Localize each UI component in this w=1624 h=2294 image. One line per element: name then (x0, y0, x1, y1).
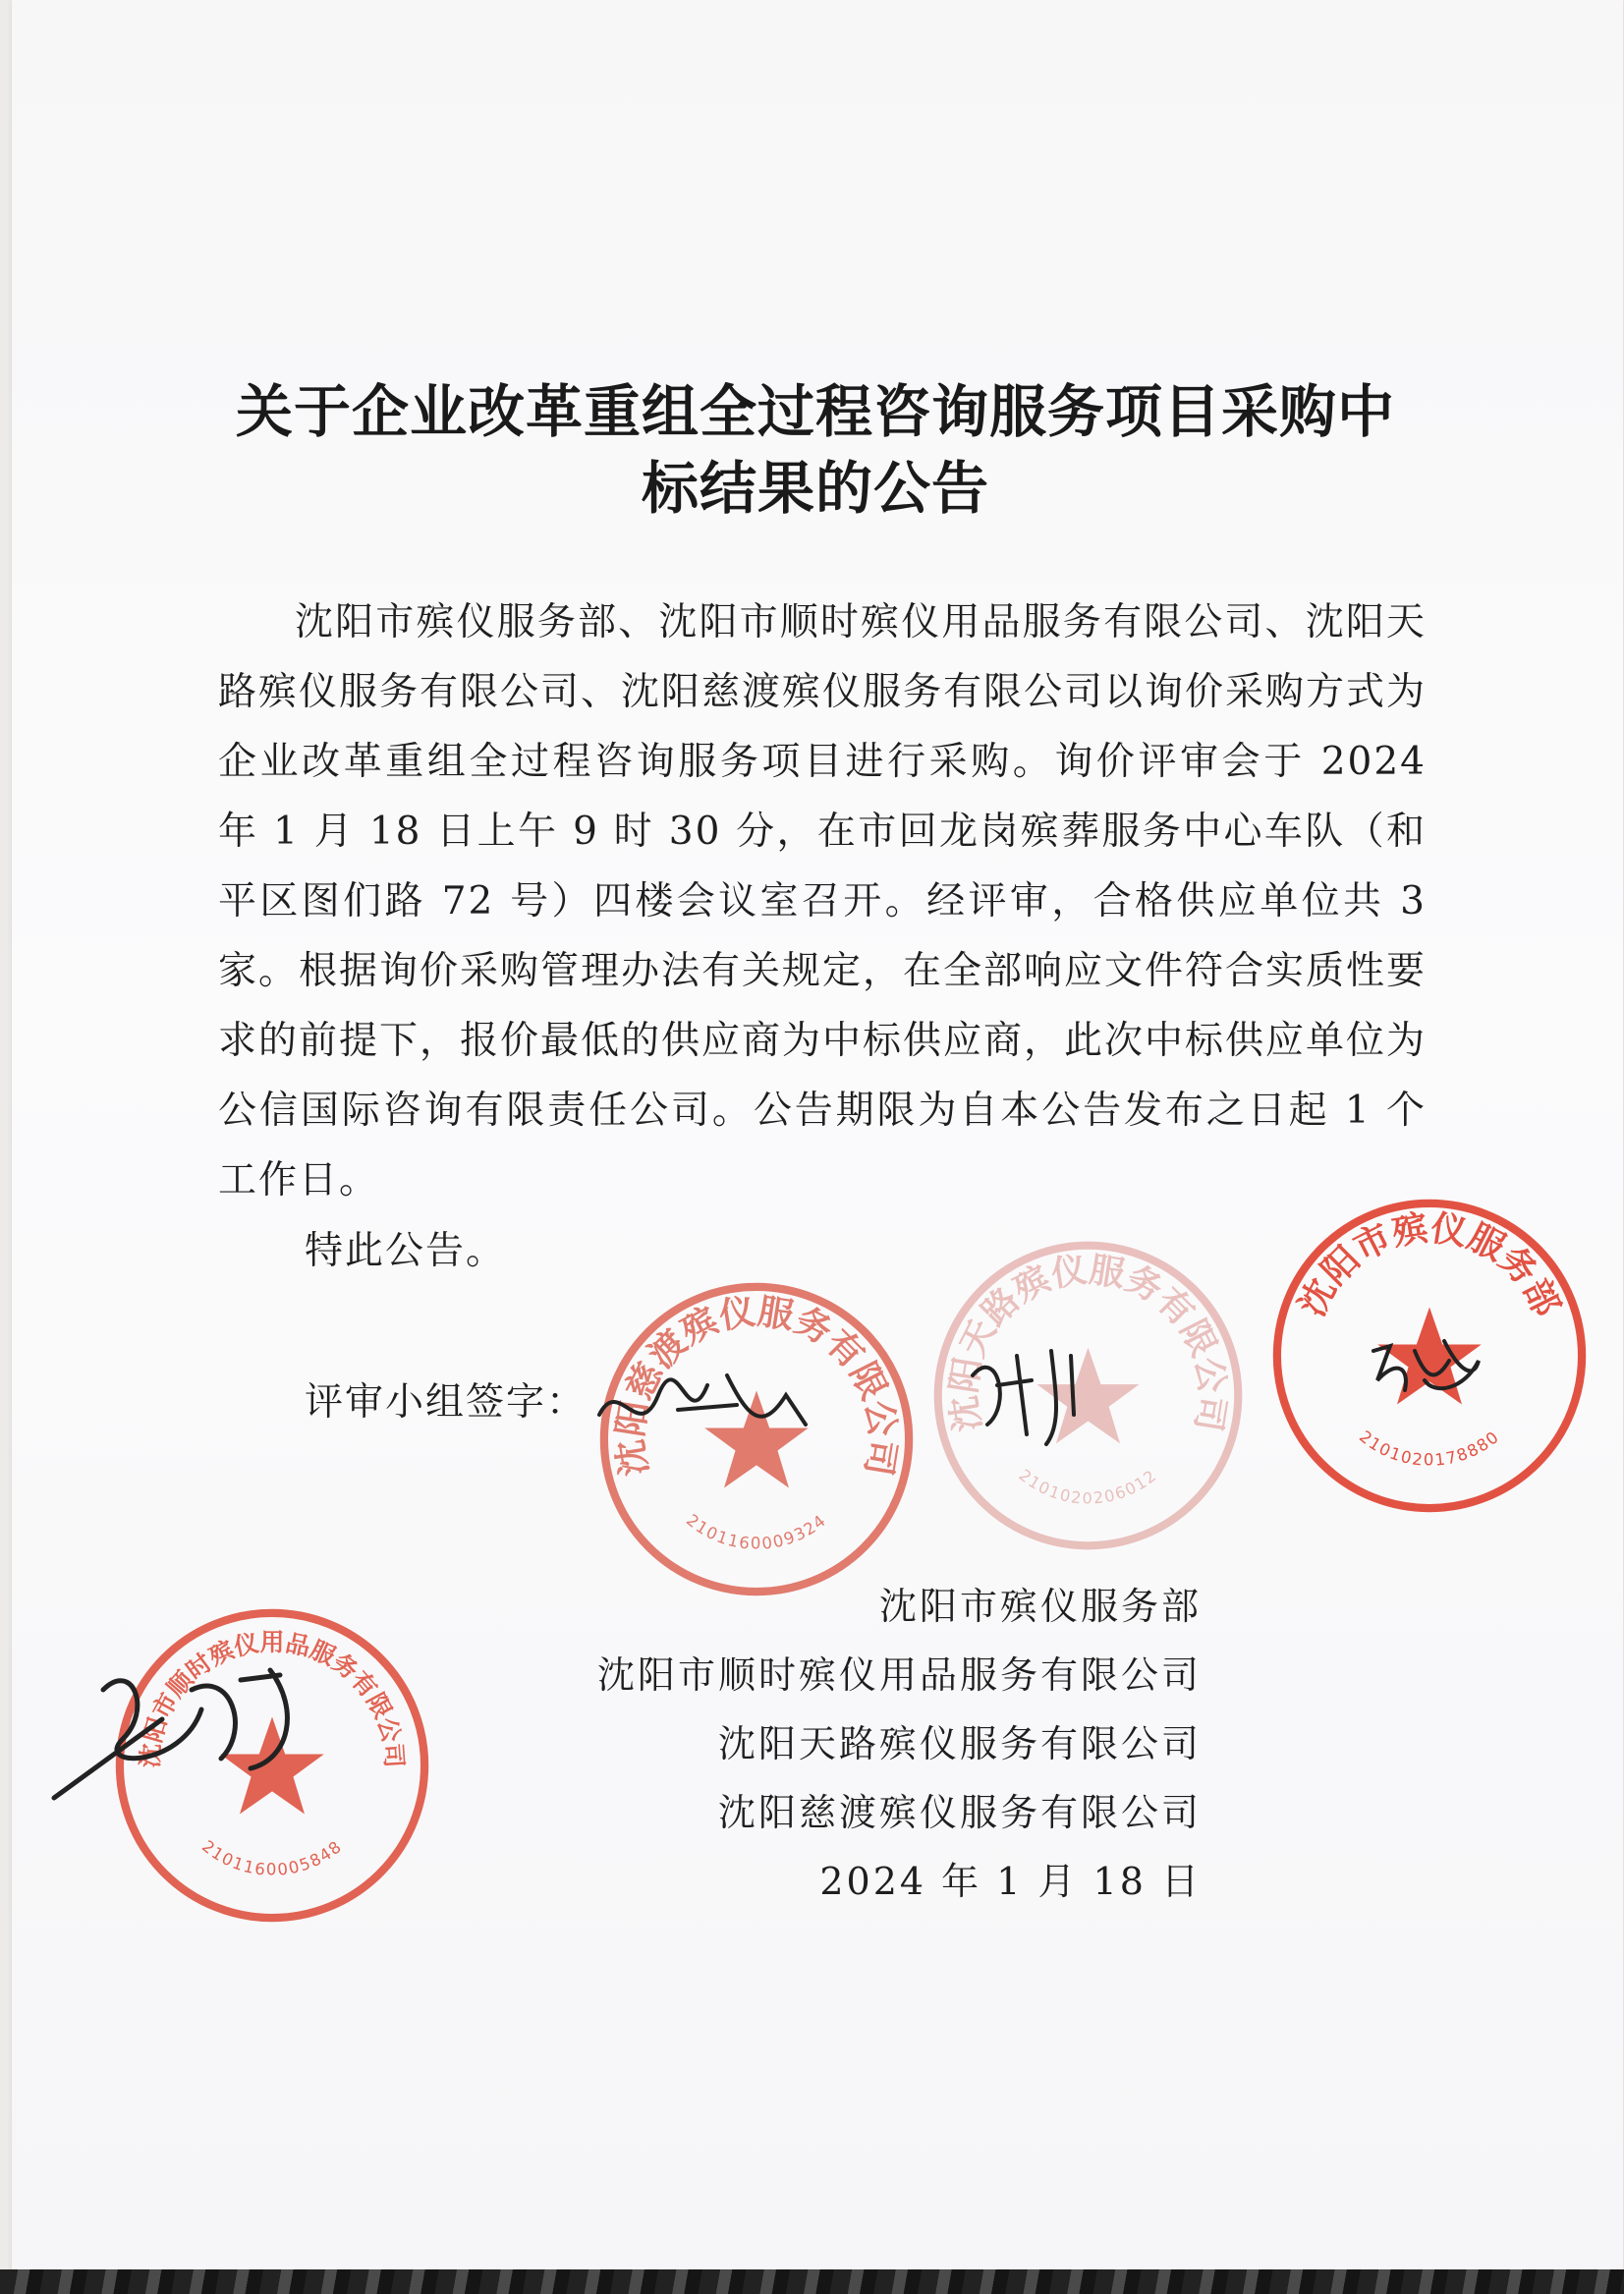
svg-text:沈阳天路殡仪服务有限公司: 沈阳天路殡仪服务有限公司 (943, 1250, 1233, 1434)
svg-text:2101160009324: 2101160009324 (682, 1510, 831, 1553)
handwritten-signature-2 (958, 1336, 1095, 1454)
signature-label: 评审小组签字： (305, 1380, 588, 1425)
signer-1: 沈阳市殡仪服务部 (878, 1585, 1202, 1628)
announcement-date: 2024 年 1 月 18 日 (819, 1860, 1202, 1903)
handwritten-signature-4 (44, 1651, 319, 1818)
handwritten-signature-3 (1366, 1331, 1484, 1405)
svg-text:沈阳市顺时殡仪用品服务有限公司: 沈阳市顺时殡仪用品服务有限公司 (135, 1627, 410, 1769)
signer-block (597, 1572, 1202, 1916)
svg-text:2101020206012: 2101020206012 (1015, 1465, 1161, 1508)
handwritten-signature-1 (589, 1356, 815, 1464)
announcement-body: 沈阳市殡仪服务部、沈阳市顺时殡仪用品服务有限公司、沈阳天路殡仪服务有限公司、沈阳慈渡殡仪服务有限公司以询价采购方式为企业改革重组全过程咨询服务项目进行采购。询价评审会于 2024 年 1 月 18 日上午 9 时 30 分，在市回龙岗殡葬服务中心车队（和平区图们路 72 号）四楼会议室召开。经评审，合格供应单位共 3 家。根据询价采购管理办法有关规定，在全部响应文件符合实质性要求的前提下，报价最低的供应商为中标供应商，此次中标供应单位为公信国际咨询有限责任公司。公告期限为自本公告发布之日起 1 个工作日。 (218, 600, 1428, 1203)
signer-2: 沈阳市顺时殡仪用品服务有限公司 (596, 1653, 1202, 1697)
svg-text:2101020178880: 2101020178880 (1355, 1427, 1504, 1470)
svg-text:沈阳慈渡殡仪服务有限公司: 沈阳慈渡殡仪服务有限公司 (608, 1289, 905, 1480)
signer-3: 沈阳天路殡仪服务有限公司 (717, 1722, 1202, 1765)
closing-text: 特此公告。 (305, 1229, 507, 1273)
svg-text:2101160005848: 2101160005848 (197, 1836, 347, 1879)
signer-4: 沈阳慈渡殡仪服务有限公司 (717, 1791, 1202, 1834)
svg-text:沈阳市殡仪服务部: 沈阳市殡仪服务部 (1290, 1205, 1569, 1323)
title-line-1: 关于企业改革重组全过程咨询服务项目采购中 (235, 378, 1395, 445)
title-line-2: 标结果的公告 (641, 455, 989, 522)
background-fabric (0, 2269, 1624, 2294)
